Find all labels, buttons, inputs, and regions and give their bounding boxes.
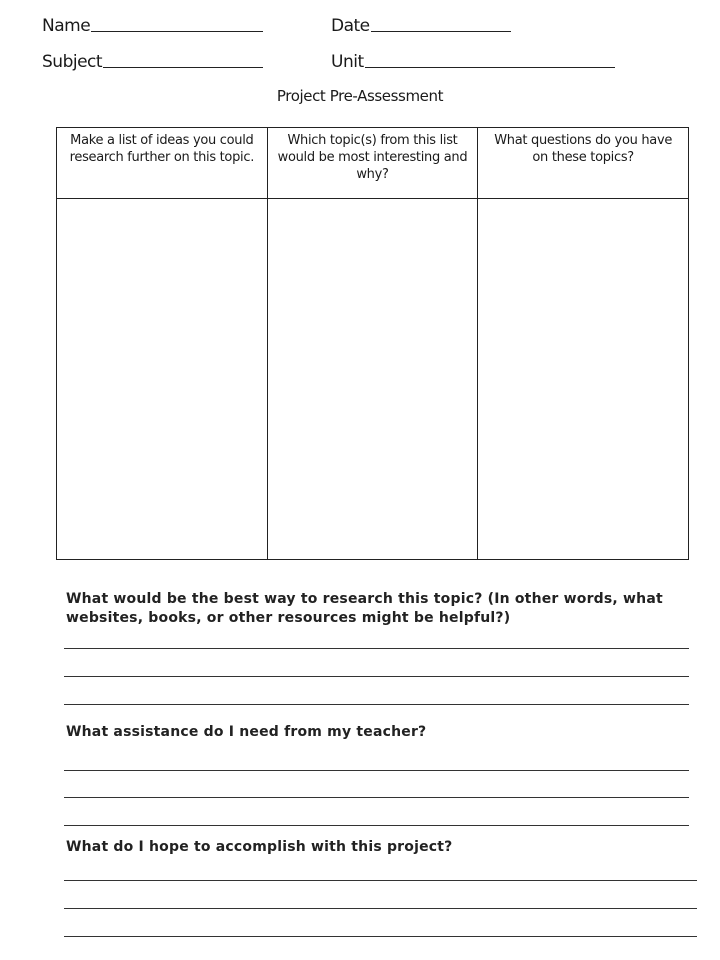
date-field[interactable] [331, 16, 511, 36]
subject-line[interactable] [103, 66, 263, 68]
interesting-topics-answer-cell[interactable] [267, 199, 478, 560]
answer-line[interactable] [64, 936, 697, 937]
name-label: Name [42, 16, 91, 36]
answer-line[interactable] [64, 648, 689, 649]
table-answer-row [57, 199, 689, 560]
answer-line[interactable] [64, 825, 689, 826]
ideas-answer-cell[interactable] [57, 199, 268, 560]
unit-label: Unit [331, 52, 364, 72]
table-header-row [57, 128, 689, 199]
answer-line[interactable] [64, 676, 689, 677]
questions-answer-cell[interactable] [478, 199, 689, 560]
column-header-questions: What questions do you have on these topics? [478, 128, 689, 199]
answer-line[interactable] [64, 880, 697, 881]
answer-line[interactable] [64, 704, 689, 705]
date-line[interactable] [371, 30, 511, 32]
project-goal-question: What do I hope to accomplish with this project? [66, 839, 453, 855]
unit-field[interactable] [331, 52, 615, 72]
column-header-interesting-topics: Which topic(s) from this list would be most interesting and why? [267, 128, 478, 199]
date-label: Date [331, 16, 370, 36]
name-line[interactable] [91, 30, 263, 32]
subject-field[interactable] [42, 52, 263, 72]
answer-line[interactable] [64, 797, 689, 798]
column-header-ideas: Make a list of ideas you could research further on this topic. [57, 128, 268, 199]
unit-line[interactable] [365, 66, 615, 68]
research-method-question: What would be the best way to research this topic? (In other words, what websites, books, or other resources might be helpful?) [66, 591, 663, 626]
page-title: Project Pre-Assessment [276, 87, 444, 105]
assessment-table [56, 127, 689, 560]
answer-line[interactable] [64, 908, 697, 909]
teacher-assistance-question: What assistance do I need from my teacher? [66, 724, 427, 740]
name-field[interactable] [42, 16, 263, 36]
answer-line[interactable] [64, 770, 689, 771]
subject-label: Subject [42, 52, 103, 72]
